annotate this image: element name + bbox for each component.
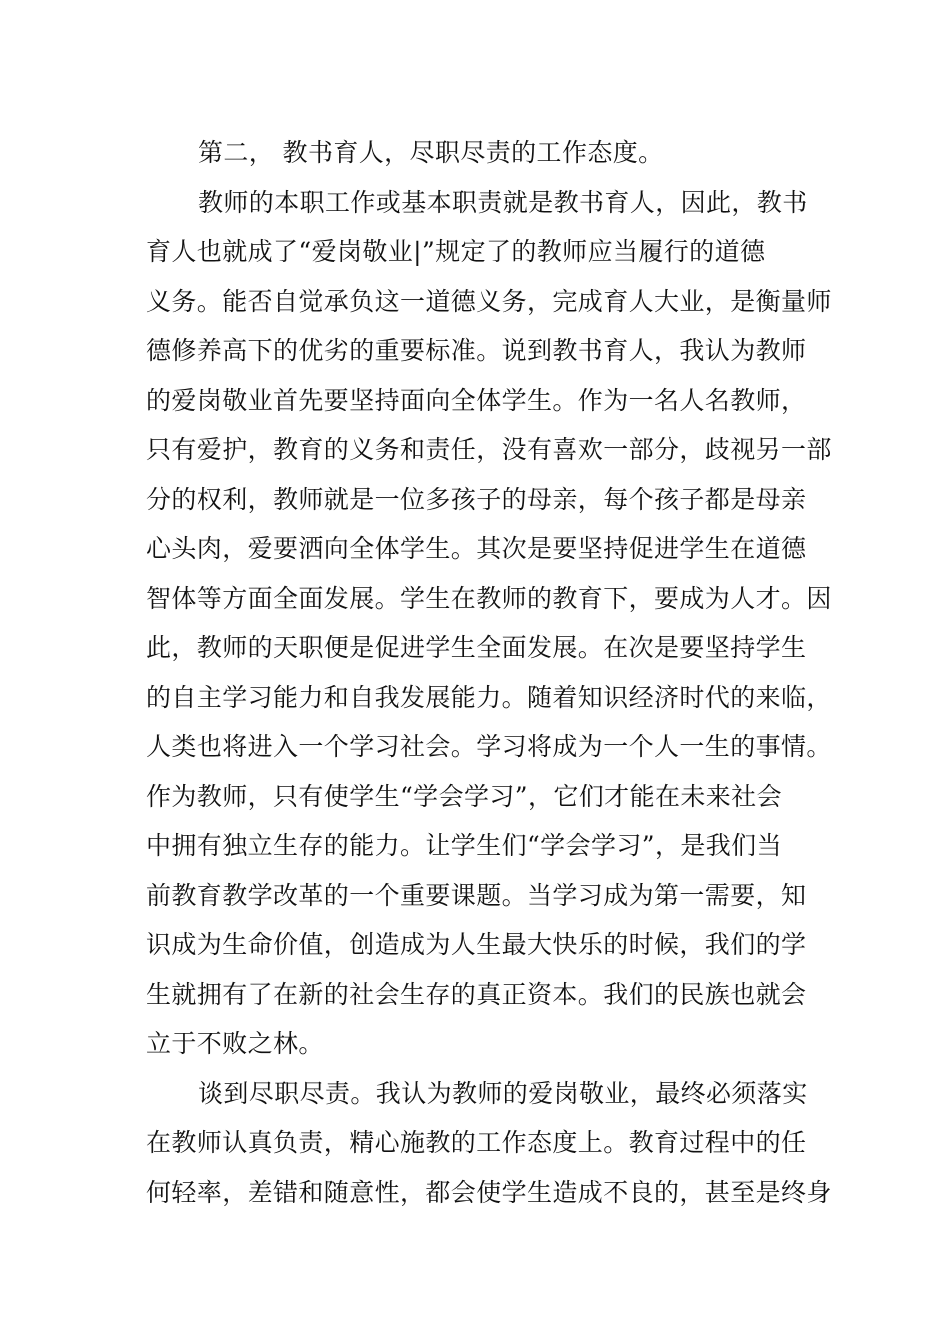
- text-line: 心头肉，爱要洒向全体学生。其次是要坚持促进学生在道德: [146, 534, 807, 563]
- text-line: 作为教师，只有使学生“学会学习”，它们才能在未来社会: [146, 781, 782, 811]
- text-line: 人类也将进入一个学习社会。学习将成为一个人一生的事情。: [146, 732, 832, 761]
- text-line: 生就拥有了在新的社会生存的真正资本。我们的民族也就会: [146, 979, 807, 1009]
- text-line: 立于不败之林。: [146, 1029, 324, 1058]
- text-line: 第二， 教书育人，尽职尽责的工作态度。: [198, 138, 664, 167]
- text-line: 义务。能否自觉承负这一道德义务，完成育人大业，是衡量师: [146, 286, 832, 316]
- text-line: 教师的本职工作或基本职责就是教书育人，因此，教书: [198, 187, 808, 217]
- document-body: [146, 128, 832, 1217]
- text-line: 前教育教学改革的一个重要课题。当学习成为第一需要，知: [146, 880, 807, 910]
- text-line: 只有爱护，教育的义务和责任，没有喜欢一部分，歧视另一部: [146, 435, 832, 464]
- text-line: 何轻率，差错和随意性，都会使学生造成不良的，甚至是终身: [146, 1177, 832, 1207]
- text-line: 德修养高下的优劣的重要标准。说到教书育人，我认为教师: [146, 336, 807, 365]
- text-line: 识成为生命价值，创造成为人生最大快乐的时候，我们的学: [146, 930, 807, 959]
- text-line: 在教师认真负责，精心施教的工作态度上。教育过程中的任: [146, 1128, 807, 1157]
- text-line: 育人也就成了“爱岗敬业|”规定了的教师应当履行的道德: [146, 237, 766, 266]
- text-line: 智体等方面全面发展。学生在教师的教育下，要成为人才。因: [146, 583, 832, 613]
- text-line: 谈到尽职尽责。我认为教师的爱岗敬业，最终必须落实: [198, 1078, 808, 1108]
- text-line: 此，教师的天职便是促进学生全面发展。在次是要坚持学生: [146, 633, 807, 662]
- text-line: 的自主学习能力和自我发展能力。随着知识经济时代的来临，: [146, 682, 832, 712]
- text-line: 分的权利，教师就是一位多孩子的母亲，每个孩子都是母亲: [146, 484, 807, 514]
- text-line: 的爱岗敬业首先要坚持面向全体学生。作为一名人名教师，: [146, 385, 807, 415]
- text-line: 中拥有独立生存的能力。让学生们“学会学习”，是我们当: [146, 831, 782, 860]
